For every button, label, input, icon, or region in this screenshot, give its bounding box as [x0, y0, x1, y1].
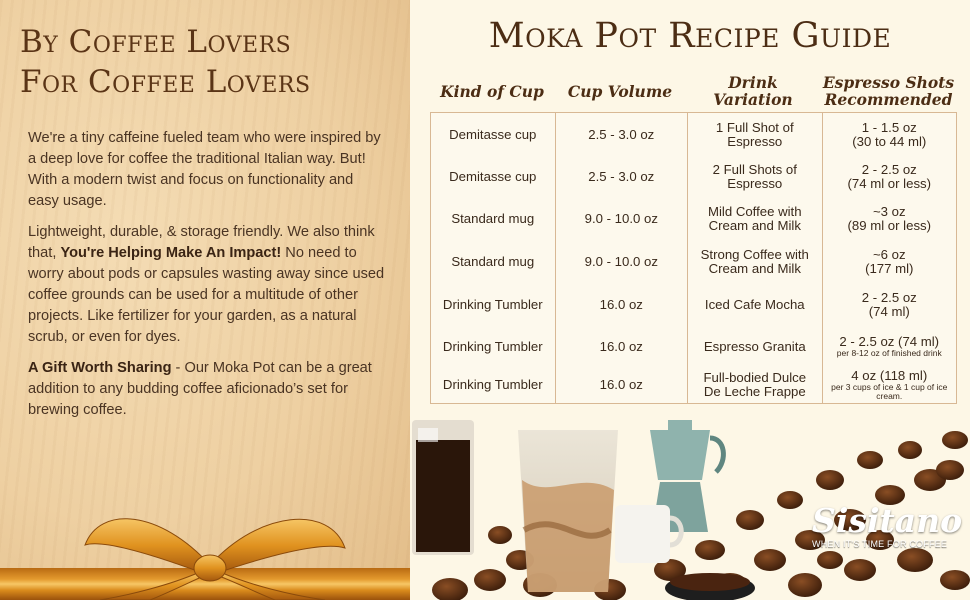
cell-note: per 8-12 oz of finished drink — [836, 348, 942, 358]
table-cell — [823, 113, 956, 156]
table-cell — [823, 156, 956, 197]
gift-highlight: A Gift Worth Sharing — [28, 360, 172, 376]
cell-line: (74 ml or less) — [847, 175, 932, 191]
table-header — [430, 70, 957, 112]
table-cell — [688, 240, 821, 284]
table-cell: 16.0 oz — [599, 338, 643, 354]
table-cell: Standard mug — [451, 210, 535, 226]
column-cup — [431, 113, 556, 403]
header-cup: Kind of Cup — [440, 81, 544, 101]
cell-line: (74 ml) — [868, 304, 910, 319]
cell-line: Cream and Milk — [708, 261, 801, 276]
about-paragraph-2 — [28, 222, 388, 348]
table-cell: 16.0 oz — [599, 377, 643, 392]
table-cell — [823, 326, 956, 367]
table-cell: Drinking Tumbler — [442, 338, 543, 354]
cell-line: 2 - 2.5 oz — [861, 161, 917, 177]
table-cell — [823, 367, 956, 403]
table-cell — [823, 240, 956, 284]
table-cell: Demitasse cup — [449, 126, 537, 142]
impact-highlight: You're Helping Make An Impact! — [60, 245, 282, 261]
cell-line: Iced Cafe Mocha — [704, 297, 805, 312]
brand-name: Sisitano — [812, 501, 963, 540]
about-heading — [20, 22, 400, 102]
brand-logo — [812, 503, 962, 549]
p2-text-b: No need to worry about pods or capsules wasting away since used coffee grounds can be used for a multitude of other projects. Like fertilizer for your garden, as a natural scrub, or even for dyes. — [28, 245, 385, 345]
header-variation: Drink Variation — [713, 73, 793, 109]
table-cell: 2.5 - 3.0 oz — [588, 126, 655, 142]
iced-coffee-glass-icon — [412, 420, 474, 555]
table-cell — [688, 156, 821, 197]
table-cell — [688, 197, 821, 240]
table-cell — [688, 367, 821, 403]
table-body — [430, 112, 957, 404]
cell-line: (177 ml) — [865, 261, 914, 276]
table-cell: Drinking Tumbler — [442, 377, 543, 392]
cell-line: 4 oz (118 ml) — [851, 368, 928, 383]
cell-line: 1 - 1.5 oz — [861, 119, 917, 135]
table-cell: 9.0 - 10.0 oz — [584, 254, 658, 269]
heading-line-2: For Coffee Lovers — [20, 64, 311, 100]
about-paragraph-3 — [28, 358, 388, 421]
about-panel — [0, 0, 410, 600]
table-cell: Drinking Tumbler — [442, 297, 543, 312]
about-paragraph-1: We're a tiny caffeine fueled team who were inspired by a deep love for coffee the traditional Italian way. But! With a modern twist and focus on functionality and easy usage. — [28, 130, 381, 209]
table-cell — [823, 284, 956, 326]
cell-line: Strong Coffee with — [700, 247, 809, 262]
cell-line: 1 Full Shot of — [715, 119, 794, 135]
iced-latte-glass-icon — [518, 430, 618, 592]
gift-bow-icon — [40, 510, 370, 600]
column-variation — [688, 113, 822, 403]
cell-line: De Leche Frappe — [703, 384, 806, 399]
heading-line-1: By Coffee Lovers — [20, 24, 292, 60]
cell-line: Espresso — [727, 133, 783, 149]
cell-line: ~6 oz — [872, 247, 906, 262]
cell-line: (30 to 44 ml) — [852, 133, 927, 149]
about-body — [28, 128, 388, 431]
cell-note: per 3 cups of ice & 1 cup of ice cream. — [831, 382, 948, 401]
table-cell — [688, 113, 821, 156]
table-cell — [688, 284, 821, 326]
cell-line: ~3 oz — [872, 203, 906, 219]
recipe-title: Moka Pot Recipe Guide — [488, 16, 892, 56]
table-cell: 2.5 - 3.0 oz — [588, 168, 655, 184]
cell-line: 2 - 2.5 oz — [861, 290, 917, 305]
cell-line: Mild Coffee with — [707, 203, 802, 219]
cell-line: Espresso Granita — [703, 338, 806, 354]
header-shots-line-2: Recommended — [824, 90, 953, 109]
column-volume — [556, 113, 689, 403]
p3-text: - Our Moka Pot can be a great addition to any budding coffee aficionado’s set for brewing coffee. — [28, 360, 372, 418]
cell-line: Full-bodied Dulce — [703, 370, 807, 385]
table-cell — [823, 197, 956, 240]
recipe-table — [430, 70, 957, 404]
header-volume: Cup Volume — [567, 81, 673, 101]
table-cell: 9.0 - 10.0 oz — [584, 210, 658, 226]
cell-line: Cream and Milk — [708, 217, 801, 233]
table-cell: Demitasse cup — [449, 168, 537, 184]
p2-text-a: Lightweight, durable, & storage friendly. We also think that, — [28, 224, 375, 261]
table-cell: Standard mug — [451, 254, 535, 269]
header-shots-line-1: Espresso Shots — [822, 73, 955, 92]
cell-line: 2 - 2.5 oz (74 ml) — [839, 334, 940, 349]
cell-line: Espresso — [727, 175, 783, 191]
bean-bowl-icon — [665, 573, 755, 600]
header-shots — [820, 74, 957, 108]
table-cell: 16.0 oz — [599, 297, 643, 312]
brand-tagline: WHEN IT'S TIME FOR COFFEE — [812, 539, 948, 549]
cell-line: 2 Full Shots of — [712, 161, 797, 177]
column-shots — [823, 113, 956, 403]
cell-line: (89 ml or less) — [847, 217, 932, 233]
table-cell — [688, 326, 821, 367]
